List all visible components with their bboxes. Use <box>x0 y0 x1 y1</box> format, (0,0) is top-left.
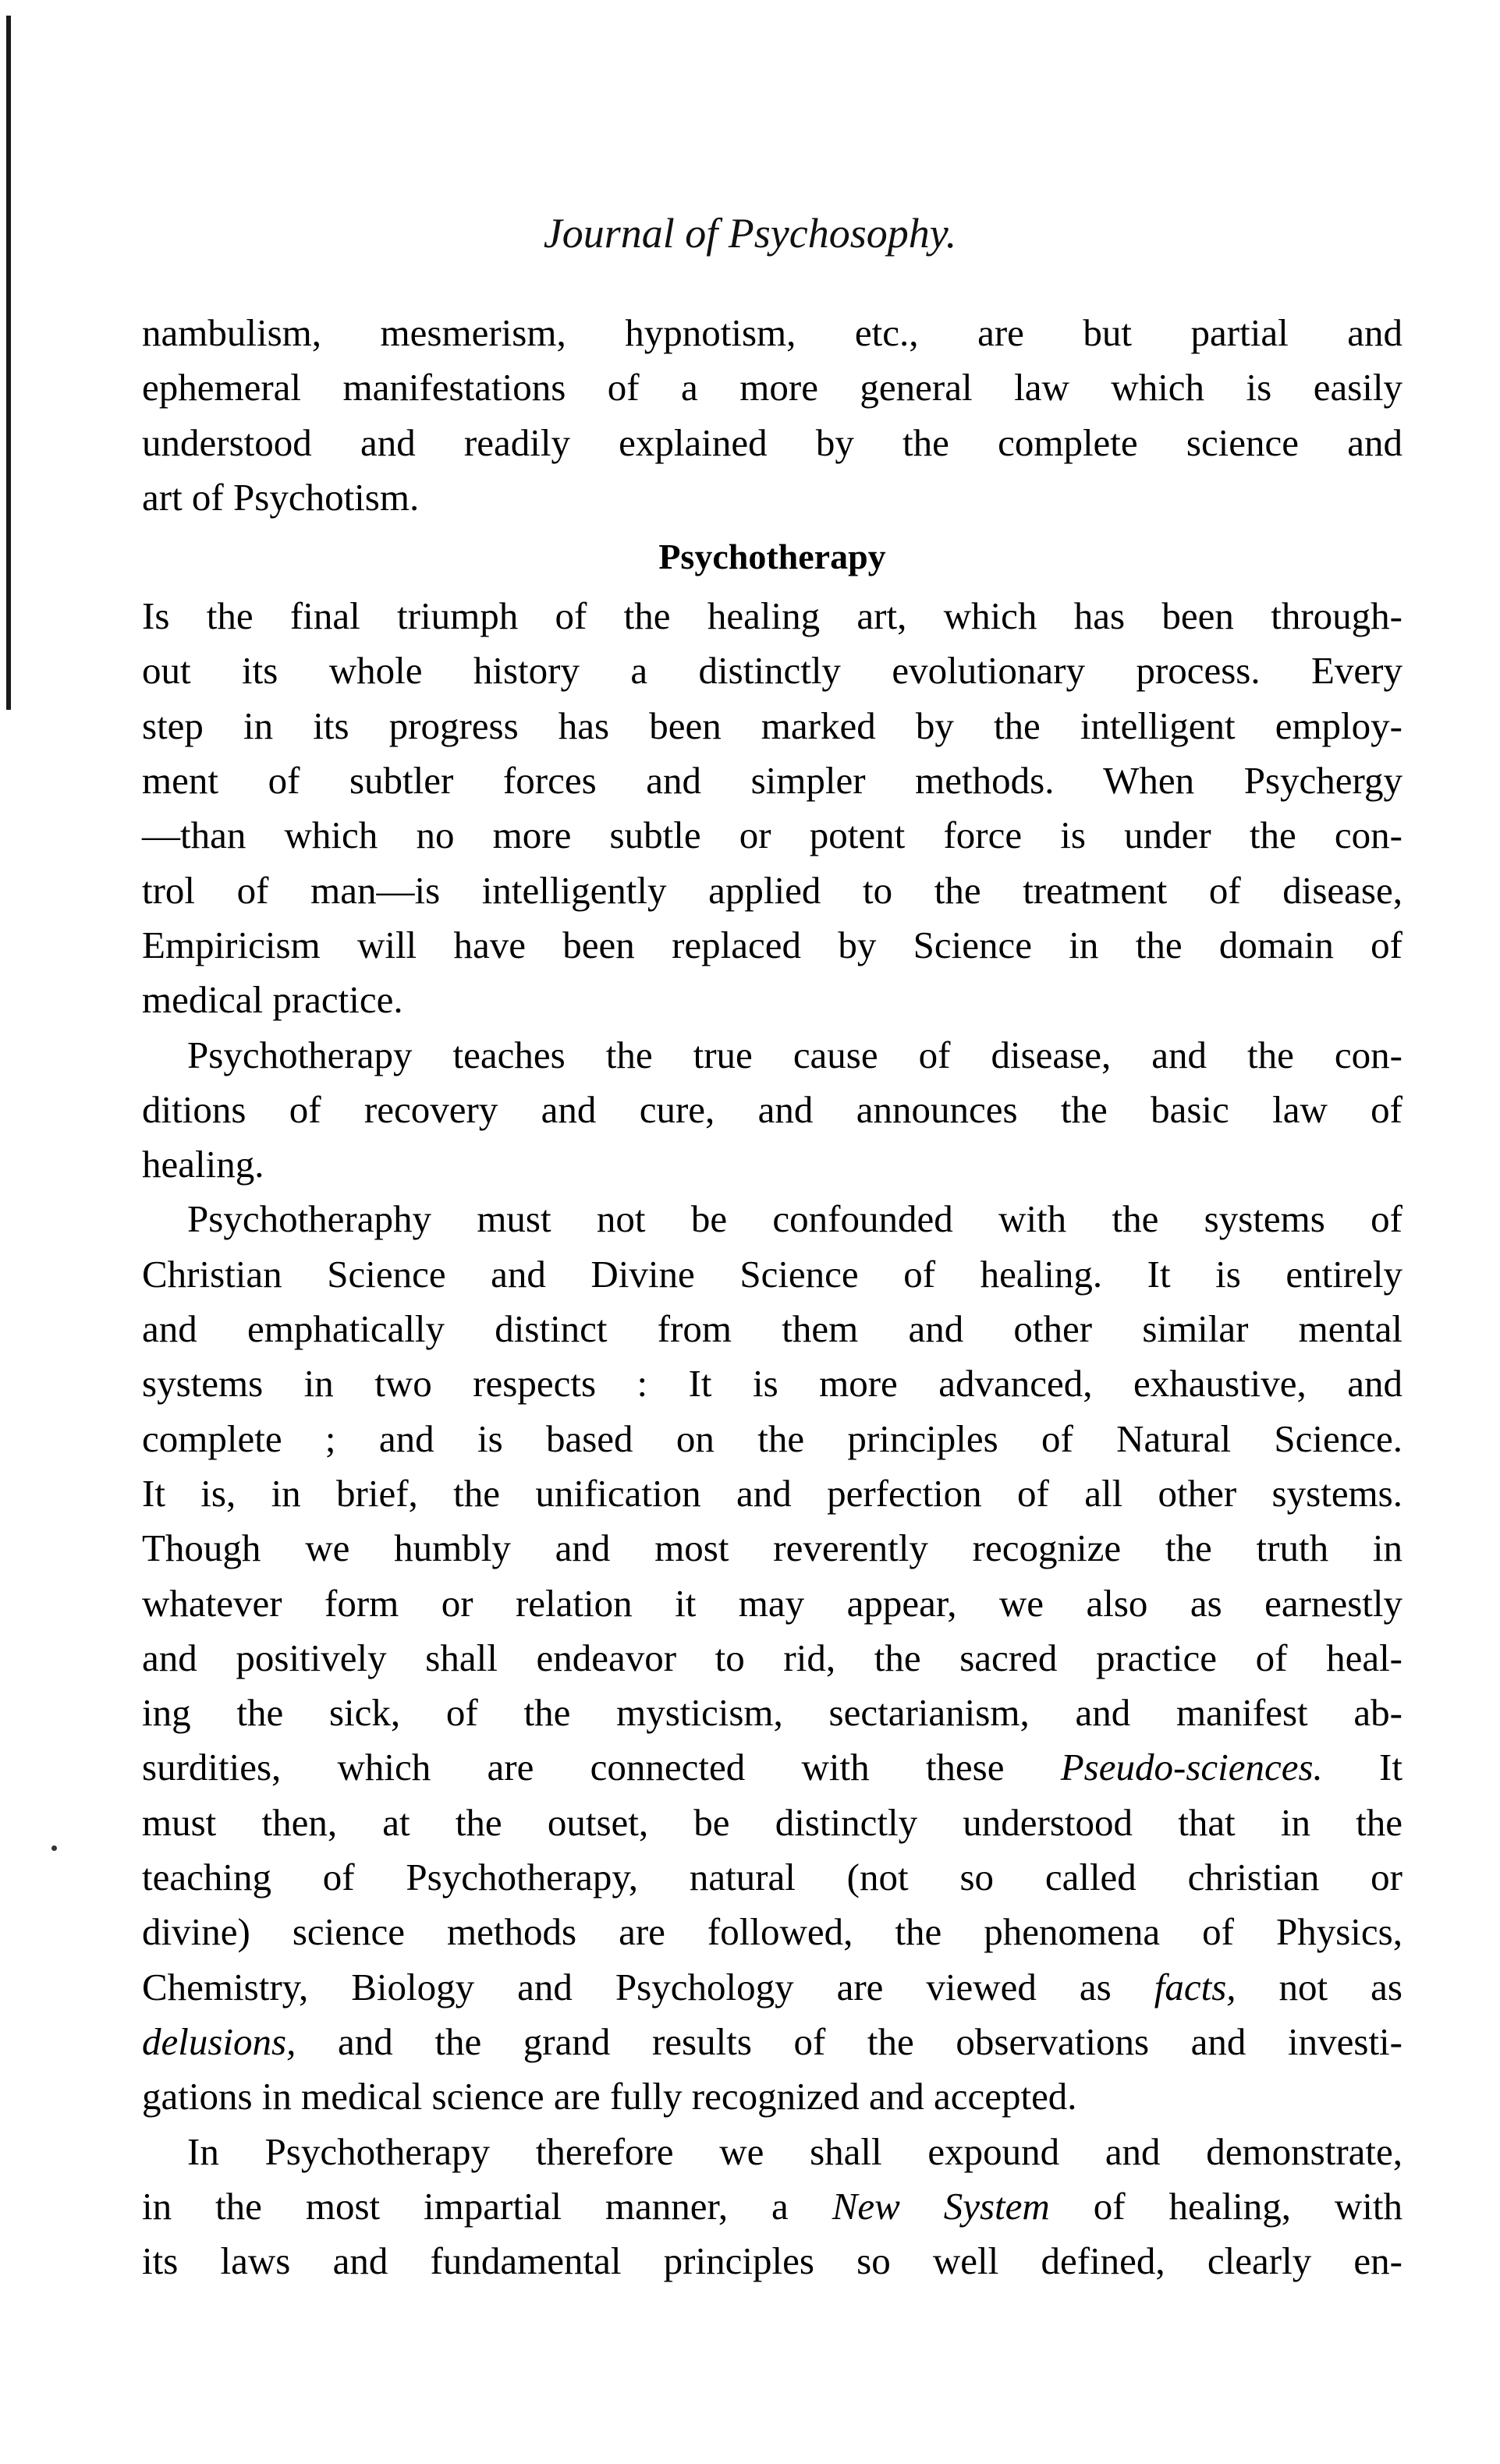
section-heading: Psychotherapy <box>658 537 886 577</box>
text-line: whatever form or relation it may appear, we also as earnestly <box>142 1581 1402 1625</box>
text-line: —than which no more subtle or potent force is under the con- <box>142 814 1402 857</box>
text-line: Empiricism will have been replaced by Science in the domain of <box>142 923 1402 966</box>
text-line: It is, in brief, the unification and perfection of all other systems. <box>142 1471 1402 1515</box>
text-line: Is the final triumph of the healing art, which has been through- <box>142 594 1402 638</box>
text-line: Though we humbly and most reverently recognize the truth in <box>142 1526 1402 1570</box>
paragraph-4 <box>142 1192 1402 2124</box>
paragraph-1 <box>142 306 1402 525</box>
text-line: understood and readily explained by the complete science and <box>142 420 1402 464</box>
italic-term: Pseudo-sciences. <box>1060 1746 1323 1789</box>
text-line: and emphatically distinct from them and other similar mental <box>142 1307 1402 1351</box>
text-line: ditions of recovery and cure, and announces the basic law of <box>142 1087 1402 1131</box>
text-line: its laws and fundamental principles so well defined, clearly en- <box>142 2239 1402 2283</box>
text-run: Chemistry, Biology and Psychology are viewed as <box>142 1965 1154 2008</box>
text-line: gations in medical science are fully recognized and accepted. <box>142 2075 1077 2118</box>
text-run: not as <box>1236 1965 1402 2008</box>
paragraph-3 <box>142 1028 1402 1193</box>
text-line: teaching of Psychotherapy, natural (not so called christian or <box>142 1856 1402 1899</box>
running-head: Journal of Psychosophy. <box>543 210 957 257</box>
italic-term: New System <box>832 2184 1050 2228</box>
text-run: in the most impartial manner, a <box>142 2184 832 2228</box>
text-line: trol of man—is intelligently applied to the treatment of disease, <box>142 868 1402 912</box>
text-line: ing the sick, of the mysticism, sectarianism, and manifest ab- <box>142 1691 1402 1735</box>
italic-term: facts, <box>1154 1965 1236 2008</box>
text-line: Psychotherapy teaches the true cause of disease, and the con- <box>187 1033 1402 1076</box>
text-run: surdities, which are connected with these <box>142 1746 1061 1789</box>
text-line: Christian Science and Divine Science of healing. It is entirely <box>142 1252 1402 1296</box>
body-text <box>142 306 1402 2289</box>
text-line: art of Psychotism. <box>142 475 420 519</box>
text-line: ephemeral manifestations of a more general law which is easily <box>142 366 1402 409</box>
text-line: out its whole history a distinctly evolutionary process. Every <box>142 649 1402 693</box>
text-line: Psychotheraphy must not be confounded with the systems of <box>187 1197 1402 1241</box>
paragraph-5 <box>142 2125 1402 2289</box>
italic-term: delusions, <box>142 2019 296 2063</box>
text-line: step in its progress has been marked by the intelligent employ- <box>142 704 1402 747</box>
text-line: must then, at the outset, be distinctly understood that in the <box>142 1800 1402 1844</box>
page-edge-rule <box>6 16 11 710</box>
text-run: It <box>1322 1746 1402 1789</box>
paragraph-2 <box>142 589 1402 1027</box>
text-line <box>142 2015 1402 2069</box>
text-line: divine) science methods are followed, the phenomena of Physics, <box>142 1910 1402 1954</box>
text-line <box>142 2179 1402 2234</box>
text-line: complete ; and is based on the principles of Natural Science. <box>142 1416 1402 1460</box>
text-run: of healing, with <box>1049 2184 1403 2228</box>
text-line: medical practice. <box>142 978 403 1022</box>
text-run: and the grand results of the observations and investi- <box>296 2019 1402 2063</box>
text-line: systems in two respects : It is more advanced, exhaustive, and <box>142 1362 1402 1406</box>
ink-dot <box>51 1845 57 1851</box>
text-line: and positively shall endeavor to rid, the sacred practice of heal- <box>142 1636 1402 1679</box>
text-line: nambulism, mesmerism, hypnotism, etc., are but partial and <box>142 311 1402 354</box>
text-line: healing. <box>142 1143 264 1186</box>
text-line: ment of subtler forces and simpler methods. When Psychergy <box>142 759 1402 803</box>
text-line <box>142 1960 1402 2015</box>
text-line <box>142 1740 1402 1795</box>
text-line: In Psychotherapy therefore we shall expound and demonstrate, <box>187 2129 1402 2173</box>
